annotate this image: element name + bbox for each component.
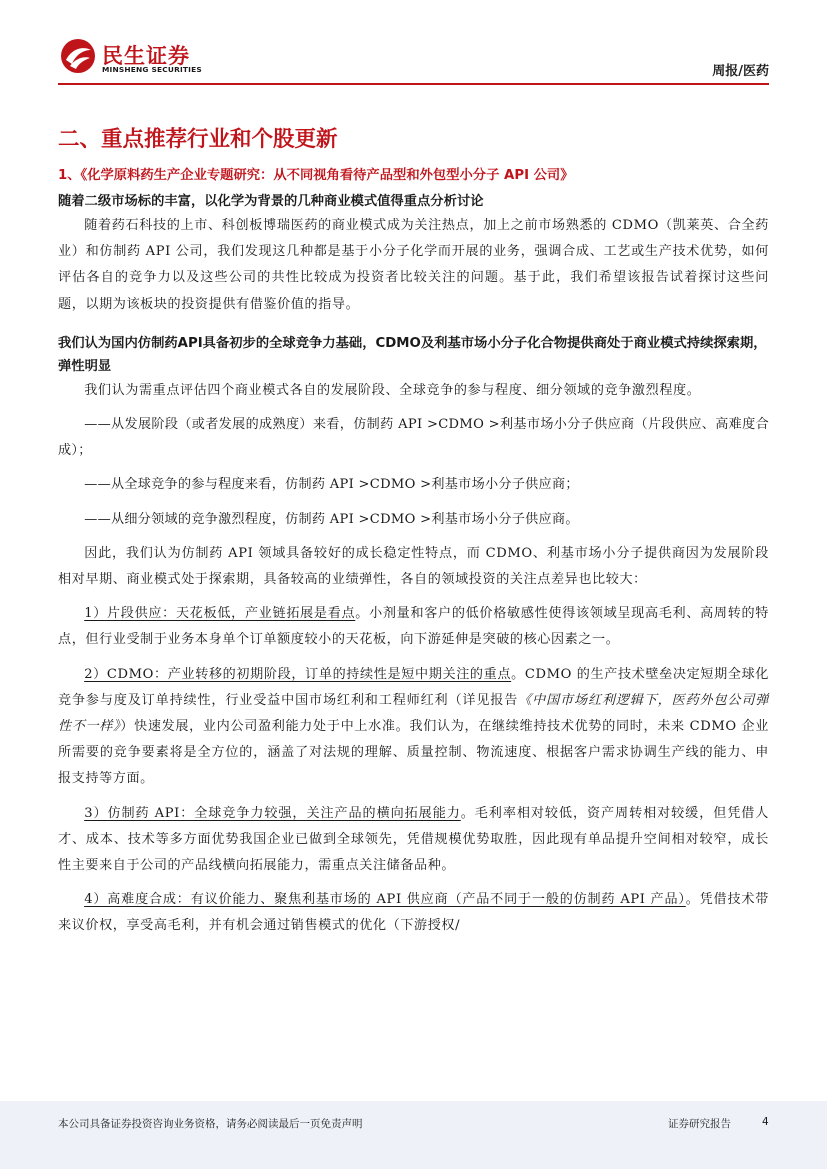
list-item-difficult-synthesis	[58, 887, 769, 939]
paragraph-global-comparison: ——从全球竞争的参与程度来看，仿制药 API >CDMO >利基市场小分子供应商；	[84, 477, 579, 493]
item2-heading: 2）CDMO：产业转移的初期阶段，订单的持续性是短中期关注的重点	[84, 666, 512, 682]
section-title: 二、重点推荐行业和个股更新	[58, 127, 338, 152]
page-number: 4	[762, 1116, 769, 1128]
page-footer	[0, 1101, 827, 1169]
report-type-label: 周报/医药	[712, 64, 769, 79]
paragraph-intro: 随着药石科技的上市、科创板博瑞医药的商业模式成为关注热点，加上之前市场熟悉的 CDMO（凯莱英、合全药业）和仿制药 API 公司，我们发现这几种都是基于小分子化学而开展的业务，强调合成、工艺或生产技术优势，如何评估各自的竞争力以及这些公司的共性比较成为投资者比较关注的问题。基于此，我们希望该报告试着探讨这些问题，以期为该板块的投资提供有借鉴价值的指导。	[58, 218, 769, 312]
item2-body-a: 。CDMO 的生产技术壁垒决定短期全球化竞争参与度及订单持续性，行业受益中国市场红利和工程师红利（详见报告	[58, 666, 770, 708]
brand-name-cn: 民生证券	[102, 44, 190, 68]
brand-logo	[60, 38, 220, 78]
brand-name-en: MINSHENG SECURITIES	[102, 65, 202, 74]
list-item-cdmo	[58, 662, 769, 793]
item2-report-ref: 《中国市场红利逻辑下，医药外包公司弹性不一样》	[58, 692, 769, 735]
item4-body: 。凭借技术带来议价权，享受高毛利，并有机会通过销售模式的优化（下游授权/	[58, 892, 769, 934]
item1-body: 。小剂量和客户的低价格敏感性使得该领域呈现高毛利、高周转的特点，但行业受制于业务本身单个订单额度较小的天花板，向下游延伸是突破的核心因素之一。	[58, 606, 769, 648]
item3-heading: 3）仿制药 API：全球竞争力较强，关注产品的横向拓展能力	[84, 805, 461, 821]
footer-disclaimer: 本公司具备证券投资咨询业务资格，请务必阅读最后一页免责声明	[58, 1118, 363, 1130]
item1-heading: 1）片段供应：天花板低，产业链拓展是看点	[84, 606, 356, 622]
paragraph-stage-comparison: ——从发展阶段（或者发展的成熟度）来看，仿制药 API >CDMO >利基市场小分子供应商（片段供应、高难度合成）；	[58, 417, 769, 459]
item3-body: 。毛利率相对较低，资产周转相对较缓，但凭借人才、成本、技术等多方面优势我国企业已做到全球领先，凭借规模优势取胜，因此现有单品提升空间相对较窄，成长性主要来自于公司的产品线横向拓展能力，需重点关注储备品种。	[58, 805, 769, 874]
paragraph-conclusion: 因此，我们认为仿制药 API 领域具备较好的成长稳定性特点，而 CDMO、利基市场小分子提供商因为发展阶段相对早期、商业模式处于探索期，具备较高的业绩弹性，各自的领域投资的关注点差异也比较大：	[58, 545, 769, 588]
list-item-fragment-supply	[58, 601, 769, 653]
lead-heading-2: 我们认为国内仿制药API具备初步的全球竞争力基础，CDMO及利基市场小分子化合物提供商处于商业模式持续探索期，弹性明显	[58, 335, 767, 374]
header-divider	[58, 83, 769, 85]
minsheng-logo-icon	[60, 38, 96, 74]
paragraph-evaluation: 我们认为需重点评估四个商业模式各自的发展阶段、全球竞争的参与程度、细分领域的竞争激烈程度。	[84, 382, 701, 398]
lead-heading-1: 随着二级市场标的丰富，以化学为背景的几种商业模式值得重点分析讨论	[58, 194, 484, 209]
item2-body-b: ）快速发展，业内公司盈利能力处于中上水准。我们认为，在继续维持技术优势的同时，未来 CDMO 企业所需要的竞争要素将是全方位的，涵盖了对法规的理解、质量控制、物流速度、根据客户需求协调生产线的能力、申报支持等方面。	[58, 719, 769, 787]
page-header	[0, 0, 827, 84]
item4-heading: 4）高难度合成：有议价能力、聚焦利基市场的 API 供应商（产品不同于一般的仿制药 API 产品）	[84, 892, 686, 908]
paragraph-competition-comparison: ——从细分领域的竞争激烈程度，仿制药 API >CDMO >利基市场小分子供应商。	[84, 511, 579, 527]
footer-report-label: 证券研究报告	[668, 1118, 731, 1130]
report-body	[58, 120, 769, 940]
report-subtitle: 1、《化学原料药生产企业专题研究：从不同视角看待产品型和外包型小分子 API 公司》	[58, 168, 574, 183]
list-item-generic-api	[58, 801, 769, 880]
